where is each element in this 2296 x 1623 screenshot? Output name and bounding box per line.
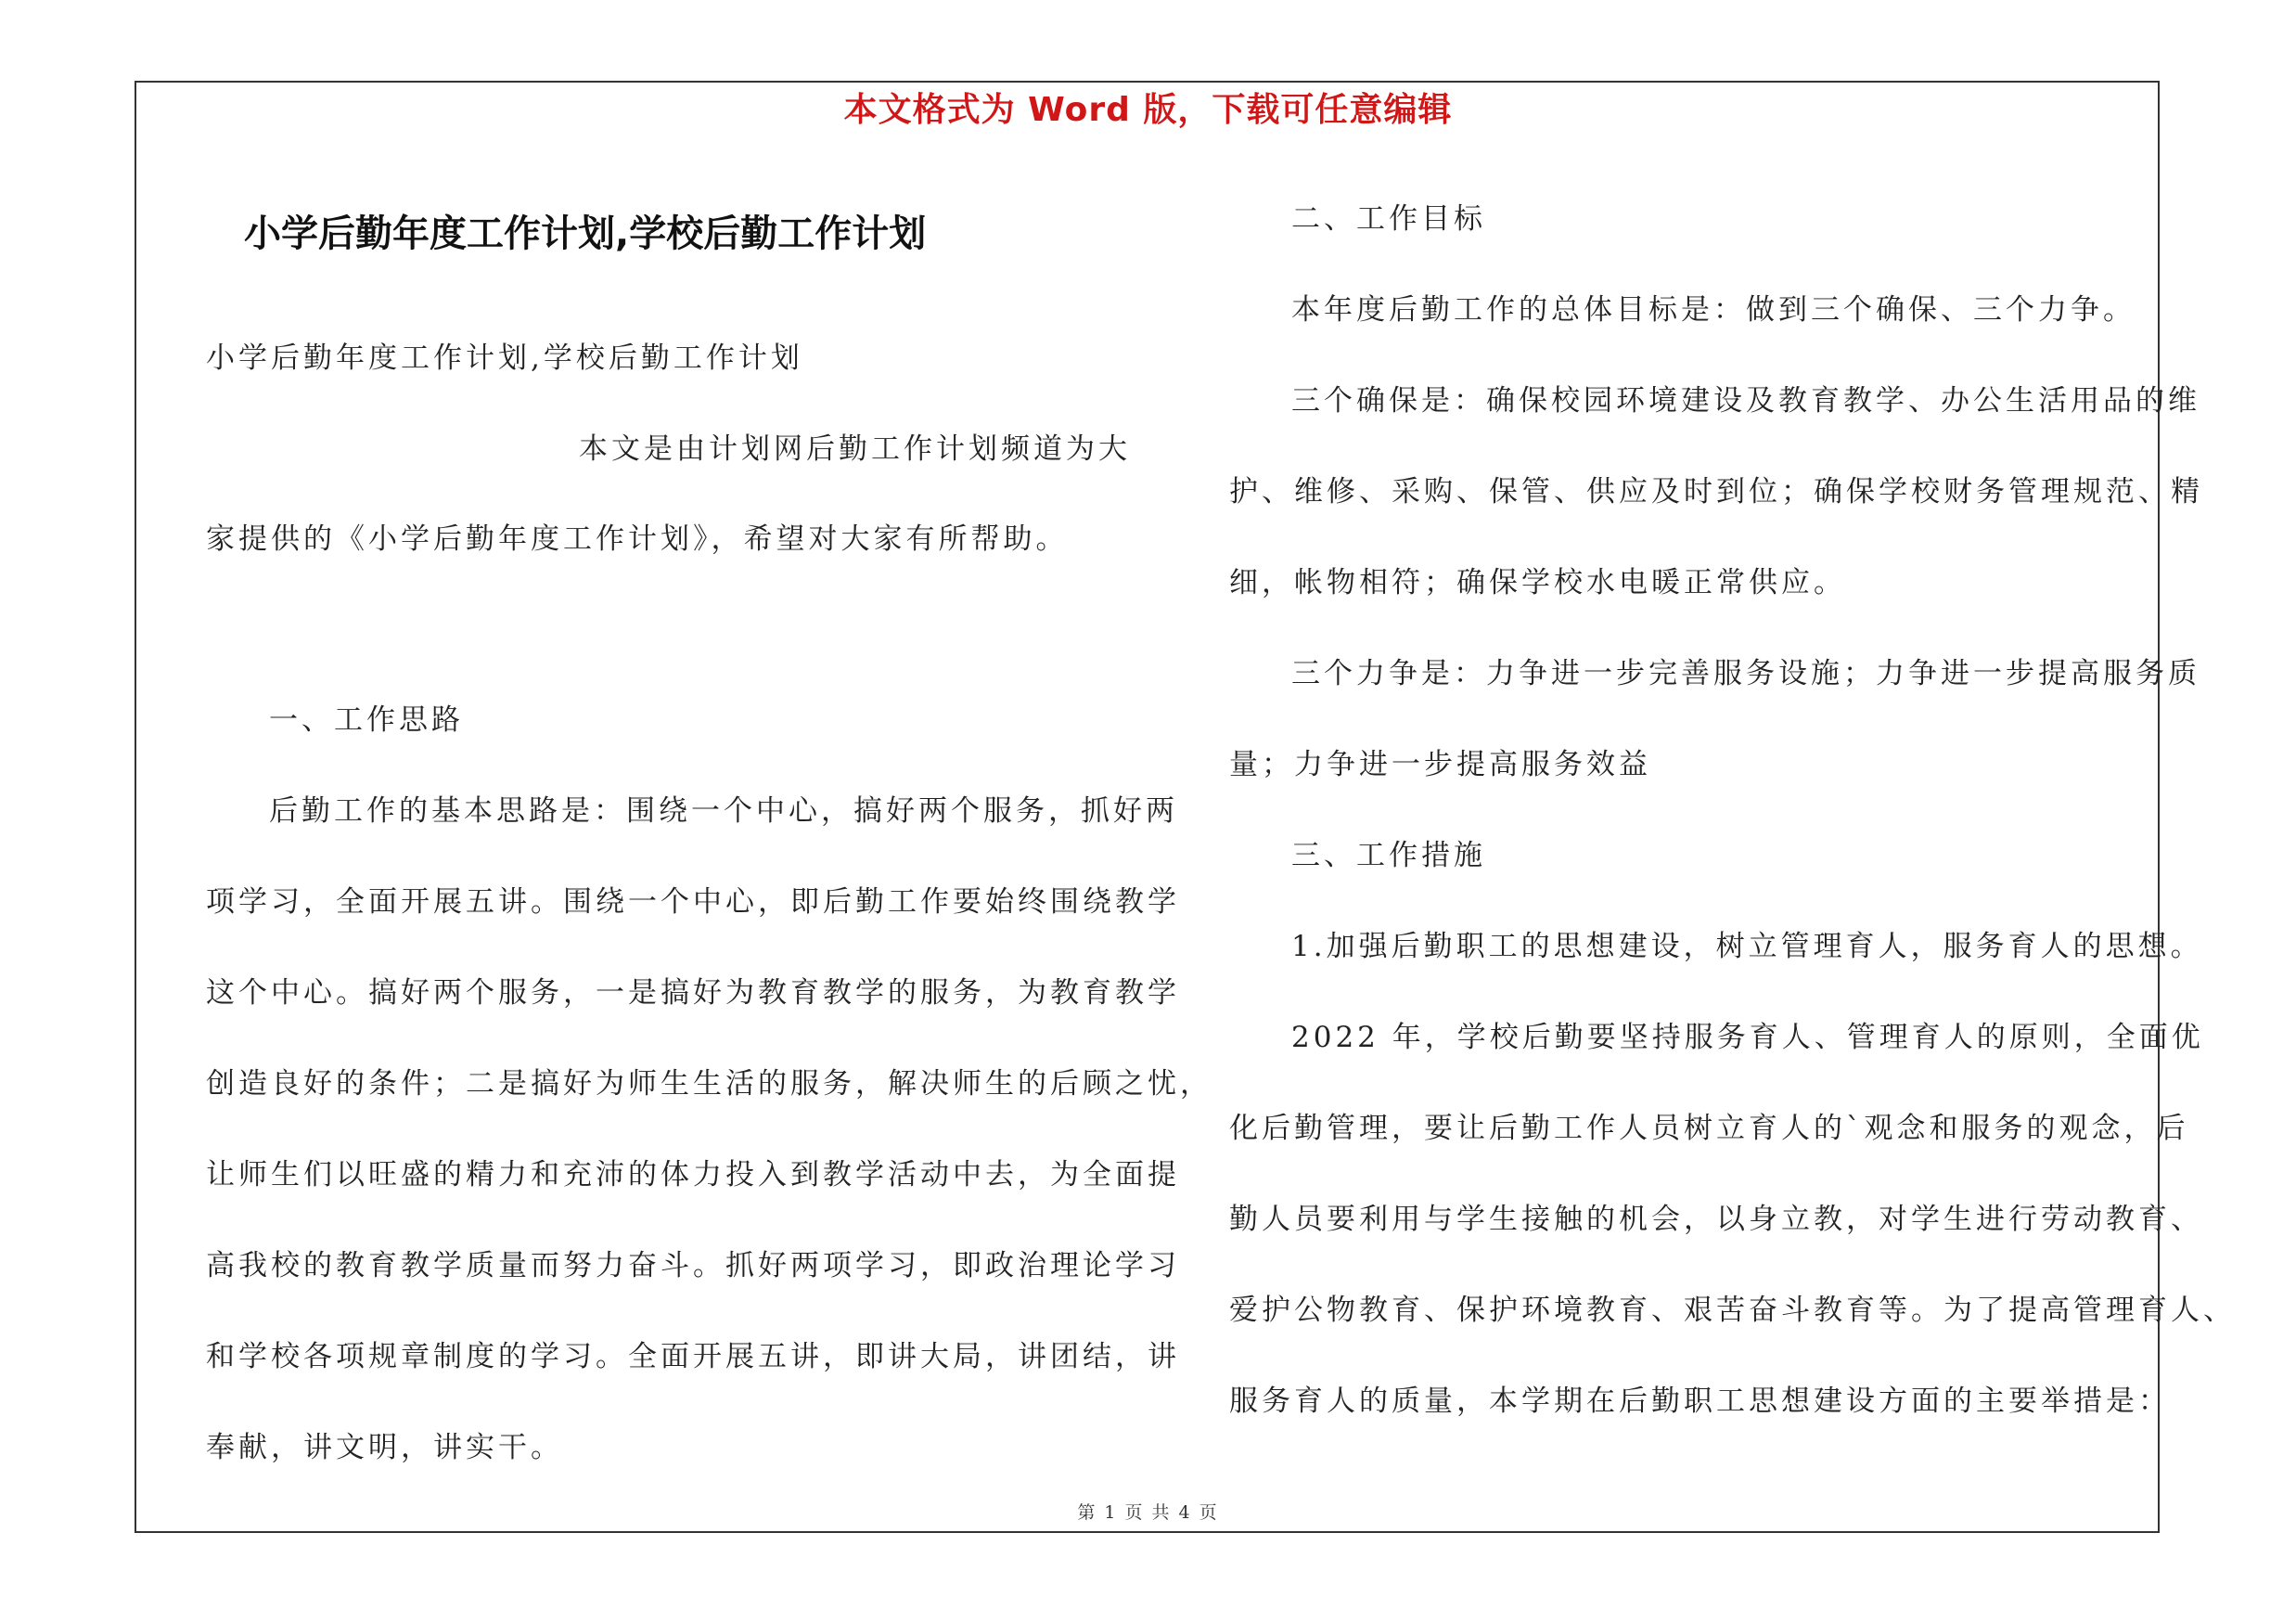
paragraph-line: 1.加强后勤职工的思想建设，树立管理育人，服务育人的思想。 bbox=[1291, 930, 2203, 963]
page-number: 第 1 页 共 4 页 bbox=[1077, 1502, 1219, 1523]
paragraph-line: 这个中心。搞好两个服务，一是搞好为教育教学的服务，为教育教学 bbox=[206, 976, 1180, 1010]
word-format-banner: 本文格式为 Word 版，下载可任意编辑 bbox=[843, 91, 1453, 129]
paragraph-line: 量；力争进一步提高服务效益 bbox=[1229, 748, 1651, 781]
paragraph-line: 化后勤管理，要让后勤工作人员树立育人的`观念和服务的观念，后 bbox=[1229, 1112, 2189, 1145]
paragraph-line: 高我校的教育教学质量而努力奋斗。抓好两项学习，即政治理论学习 bbox=[206, 1249, 1180, 1282]
paragraph-line: 本文是由计划网后勤工作计划频道为大 bbox=[579, 432, 1131, 466]
section-heading: 三、工作措施 bbox=[1291, 839, 1486, 872]
paragraph-line: 让师生们以旺盛的精力和充沛的体力投入到教学活动中去，为全面提 bbox=[206, 1158, 1180, 1191]
section-heading: 二、工作目标 bbox=[1291, 202, 1486, 236]
paragraph-line: 服务育人的质量，本学期在后勤职工思想建设方面的主要举措是： bbox=[1229, 1385, 2171, 1418]
paragraph-line: 爱护公物教育、保护环境教育、艰苦奋斗教育等。为了提高管理育人、 bbox=[1229, 1294, 2236, 1327]
document-title: 小学后勤年度工作计划,学校后勤工作计划 bbox=[244, 213, 927, 255]
paragraph-line: 本年度后勤工作的总体目标是：做到三个确保、三个力争。 bbox=[1291, 293, 2136, 327]
paragraph-line: 项学习，全面开展五讲。围绕一个中心，即后勤工作要始终围绕教学 bbox=[206, 885, 1180, 919]
paragraph-line: 2022 年，学校后勤要坚持服务育人、管理育人的原则，全面优 bbox=[1291, 1021, 2204, 1054]
paragraph-line: 护、维修、采购、保管、供应及时到位；确保学校财务管理规范、精 bbox=[1229, 475, 2203, 509]
paragraph-line: 奉献，讲文明，讲实干。 bbox=[206, 1431, 563, 1464]
paragraph-line: 勤人员要利用与学生接触的机会，以身立教，对学生进行劳动教育、 bbox=[1229, 1203, 2203, 1236]
paragraph-line: 家提供的《小学后勤年度工作计划》，希望对大家有所帮助。 bbox=[206, 522, 1069, 556]
paragraph-line: 三个力争是：力争进一步完善服务设施；力争进一步提高服务质 bbox=[1291, 657, 2200, 690]
section-heading: 一、工作思路 bbox=[269, 703, 464, 737]
paragraph-line: 创造良好的条件；二是搞好为师生生活的服务，解决师生的后顾之忧， bbox=[206, 1067, 1212, 1101]
subtitle-line: 小学后勤年度工作计划,学校后勤工作计划 bbox=[206, 341, 803, 375]
paragraph-line: 和学校各项规章制度的学习。全面开展五讲，即讲大局，讲团结，讲 bbox=[206, 1340, 1180, 1373]
paragraph-line: 三个确保是：确保校园环境建设及教育教学、办公生活用品的维 bbox=[1291, 384, 2200, 418]
paragraph-line: 细，帐物相符；确保学校水电暖正常供应。 bbox=[1229, 566, 1846, 599]
paragraph-line: 后勤工作的基本思路是：围绕一个中心，搞好两个服务，抓好两 bbox=[269, 794, 1178, 828]
